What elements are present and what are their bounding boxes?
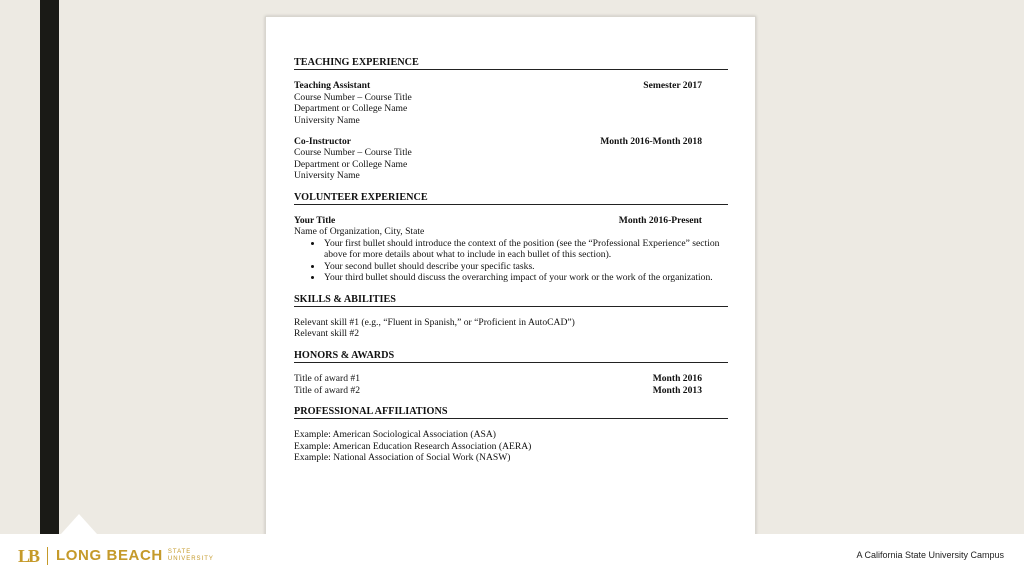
award-title: Title of award #1 (294, 373, 360, 385)
bullet-list (323, 238, 728, 284)
lb-logo-mark: LB (18, 546, 39, 566)
affiliation-line: Example: American Sociological Association (ASA) (294, 429, 496, 441)
entry-line: Course Number – Course Title (294, 91, 412, 103)
slide-notch (61, 514, 97, 534)
affiliation-line: Example: American Education Research Association (AERA) (294, 440, 532, 452)
entry-line: University Name (294, 170, 360, 182)
entry-line: Course Number – Course Title (294, 147, 412, 159)
logo-divider (47, 547, 48, 565)
skill-line: Relevant skill #2 (294, 328, 360, 340)
award-title: Title of award #2 (294, 384, 360, 396)
left-accent-bar (40, 0, 59, 534)
logo-subtext (168, 549, 214, 563)
bullet-item: • Your first bullet should introduce the context of the position (see the “Professional Experience” section above for more details about what to include in each bullet of this section). (323, 238, 728, 261)
footer-bar (0, 534, 1024, 576)
entry-title: Co-Instructor (294, 136, 352, 148)
skills-entry (294, 317, 728, 340)
logo-sub-university: UNIVERSITY (167, 556, 214, 562)
resume-content (294, 57, 728, 474)
logo-wordmark: LONG BEACH (56, 547, 163, 564)
entry-line: Department or College Name (294, 103, 408, 115)
section-heading-skills: SKILLS & ABILITIES (294, 294, 728, 307)
entry-org: Name of Organization, City, State (294, 226, 425, 238)
teaching-entry (294, 80, 728, 126)
bullet-item: • Your second bullet should describe your specific tasks. (323, 261, 728, 272)
section-heading-honors: HONORS & AWARDS (294, 350, 728, 363)
entry-title: Teaching Assistant (294, 80, 371, 92)
entry-line: University Name (294, 114, 360, 126)
entry-line: Department or College Name (294, 158, 408, 170)
resume-page (265, 16, 756, 536)
award-date: Month 2013 (652, 384, 702, 396)
honors-entry (294, 373, 728, 396)
entry-date: Semester 2017 (643, 80, 702, 92)
section-heading-teaching: TEACHING EXPERIENCE (294, 57, 728, 70)
entry-date: Month 2016-Present (618, 215, 702, 227)
award-date: Month 2016 (652, 373, 702, 385)
teaching-entry (294, 136, 728, 182)
university-logo (18, 547, 214, 565)
bullet-item: • Your third bullet should discuss the overarching impact of your work or the work of the organization. (323, 272, 728, 283)
logo-sub-state: STATE (167, 549, 192, 555)
entry-title: Your Title (294, 215, 336, 227)
skill-line: Relevant skill #1 (e.g., “Fluent in Spanish,” or “Proficient in AutoCAD”) (294, 316, 575, 328)
volunteer-entry (294, 215, 728, 283)
section-heading-affiliations: PROFESSIONAL AFFILIATIONS (294, 406, 728, 419)
entry-date: Month 2016-Month 2018 (600, 136, 702, 148)
campus-tagline: A California State University Campus (856, 550, 1004, 560)
section-heading-volunteer: VOLUNTEER EXPERIENCE (294, 192, 728, 205)
affiliations-entry (294, 429, 728, 463)
affiliation-line: Example: National Association of Social Work (NASW) (294, 452, 511, 464)
